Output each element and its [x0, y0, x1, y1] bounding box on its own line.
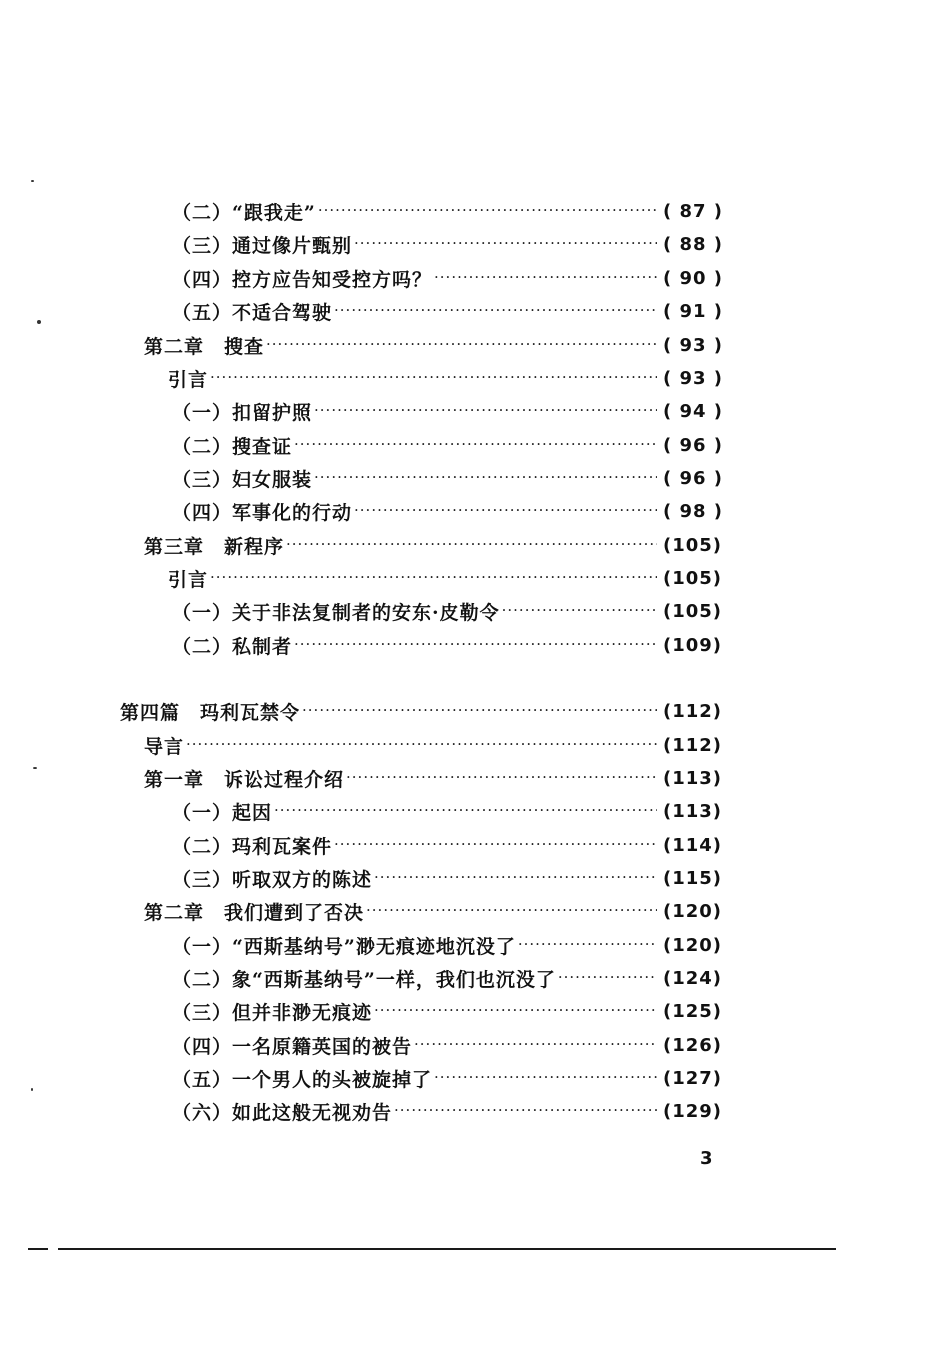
- toc-entry-page: ( 93 ): [663, 367, 724, 389]
- scan-speck: [31, 1088, 33, 1091]
- toc-entry: [144, 763, 725, 793]
- toc-entry-title: （五）一个男人的头被旋掉了: [172, 1068, 433, 1091]
- toc-entry-page: (120): [663, 900, 723, 922]
- toc-entry-title: 第一章 诉讼过程介绍: [144, 768, 345, 791]
- toc-entry-page: (125): [663, 1000, 723, 1022]
- toc-entry-title: 引言: [168, 368, 209, 391]
- toc-entry-page: ( 96 ): [663, 467, 724, 489]
- toc-entry: [144, 730, 725, 760]
- toc-entry-title: （二）搜查证: [172, 435, 293, 458]
- toc-entry-title: 引言: [168, 568, 209, 591]
- toc-entry-page: (113): [663, 800, 723, 822]
- toc-dot-leader: [414, 1030, 657, 1060]
- toc-dot-leader: [518, 930, 657, 960]
- toc-entry: [172, 796, 725, 826]
- toc-entry-page: ( 96 ): [663, 434, 724, 456]
- toc-entry: [120, 696, 725, 726]
- toc-dot-leader: [354, 496, 657, 526]
- toc-entry-title: （四）军事化的行动: [172, 501, 353, 524]
- toc-entry: [172, 496, 725, 526]
- toc-entry-page: (112): [663, 734, 723, 756]
- toc-entry-page: ( 88 ): [663, 233, 724, 255]
- toc-entry: [172, 1096, 725, 1126]
- toc-entry: [172, 963, 725, 993]
- toc-entry: [172, 1030, 725, 1060]
- toc-entry: [172, 630, 725, 660]
- toc-entry: [172, 996, 725, 1026]
- toc-entry-title: （三）妇女服装: [172, 468, 313, 491]
- toc-dot-leader: [502, 596, 657, 626]
- toc-entry-title: 第二章 搜查: [144, 335, 265, 358]
- toc-entry: [172, 229, 725, 259]
- toc-entry: [172, 296, 725, 326]
- toc-entry: [172, 830, 725, 860]
- toc-entry-page: ( 98 ): [663, 500, 724, 522]
- toc-dot-leader: [266, 330, 657, 360]
- toc-entry-page: (126): [663, 1034, 723, 1056]
- toc-dot-leader: [394, 1096, 657, 1126]
- toc-dot-leader: [334, 296, 657, 326]
- toc-entry: [172, 463, 725, 493]
- toc-entry-page: ( 94 ): [663, 400, 724, 422]
- toc-dot-leader: [314, 463, 657, 493]
- toc-entry: [172, 196, 725, 226]
- toc-entry-title: （一）关于非法复制者的安东·皮勒令: [172, 601, 500, 624]
- toc-entry-title: （四）控方应告知受控方吗？: [172, 268, 433, 291]
- toc-entry-page: (115): [663, 867, 723, 889]
- toc-dot-leader: [374, 863, 657, 893]
- toc-entry-title: （六）如此这般无视劝告: [172, 1101, 393, 1124]
- toc-entry-title: （一）扣留护照: [172, 401, 313, 424]
- toc-dot-leader: [210, 563, 657, 593]
- scan-speck: [33, 767, 37, 769]
- toc-entry-title: 第三章 新程序: [144, 535, 285, 558]
- toc-entry-title: （二）象“西斯基纳号”一样，我们也沉没了: [172, 968, 556, 991]
- toc-entry-title: （一）起因: [172, 801, 273, 824]
- toc-entry-title: （四）一名原籍英国的被告: [172, 1035, 413, 1058]
- toc-entry: [172, 930, 725, 960]
- toc-entry-page: ( 90 ): [663, 267, 724, 289]
- toc-entry-title: 第二章 我们遭到了否决: [144, 901, 365, 924]
- toc-entry: [172, 596, 725, 626]
- toc-entry-page: (120): [663, 934, 723, 956]
- toc-entry-page: (105): [663, 534, 723, 556]
- toc-dot-leader: [274, 796, 657, 826]
- toc-entry-page: (109): [663, 634, 723, 656]
- toc-entry: [168, 363, 725, 393]
- toc-dot-leader: [354, 229, 657, 259]
- toc-entry: [172, 863, 725, 893]
- toc-dot-leader: [366, 896, 657, 926]
- toc-dot-leader: [302, 696, 657, 726]
- toc-entry-title: （三）听取双方的陈述: [172, 868, 373, 891]
- bottom-rule: [28, 1248, 48, 1250]
- toc-entry-title: （二）私制者: [172, 635, 293, 658]
- toc-dot-leader: [186, 730, 657, 760]
- toc-entry-page: (127): [663, 1067, 723, 1089]
- toc-dot-leader: [434, 263, 657, 293]
- toc-entry-title: 导言: [144, 735, 185, 758]
- toc-entry: [144, 896, 725, 926]
- toc-entry-page: (105): [663, 567, 723, 589]
- toc-entry-page: (114): [663, 834, 723, 856]
- toc-entry-page: (112): [663, 700, 723, 722]
- bottom-rule-main: [58, 1248, 836, 1250]
- toc-entry-title: （二）“跟我走”: [172, 201, 316, 224]
- toc-dot-leader: [210, 363, 657, 393]
- toc-entry-title: （一）“西斯基纳号”渺无痕迹地沉没了: [172, 935, 516, 958]
- toc-entry-page: ( 91 ): [663, 300, 724, 322]
- toc-entry-page: (105): [663, 600, 723, 622]
- toc-dot-leader: [334, 830, 657, 860]
- toc-entry: [172, 1063, 725, 1093]
- toc-entry: [172, 430, 725, 460]
- toc-entry: [168, 563, 725, 593]
- toc-entry-title: （五）不适合驾驶: [172, 301, 333, 324]
- toc-entry-page: (113): [663, 767, 723, 789]
- scan-speck: [31, 180, 34, 182]
- scan-speck: [37, 320, 41, 324]
- toc-entry-page: ( 93 ): [663, 334, 724, 356]
- toc-entry-page: ( 87 ): [663, 200, 724, 222]
- toc-dot-leader: [318, 196, 657, 226]
- toc-dot-leader: [374, 996, 657, 1026]
- toc-entry-title: 第四篇 玛利瓦禁令: [120, 701, 301, 724]
- toc-entry: [144, 330, 725, 360]
- toc-dot-leader: [314, 396, 657, 426]
- toc-dot-leader: [286, 530, 657, 560]
- toc-dot-leader: [434, 1063, 657, 1093]
- toc-entry-page: (129): [663, 1100, 723, 1122]
- toc-entry-title: （三）通过像片甄别: [172, 234, 353, 257]
- toc-entry: [144, 530, 725, 560]
- toc-entry-title: （二）玛利瓦案件: [172, 835, 333, 858]
- page-number: 3: [700, 1148, 713, 1169]
- toc-dot-leader: [294, 630, 657, 660]
- toc-entry-page: (124): [663, 967, 723, 989]
- toc-dot-leader: [294, 430, 657, 460]
- toc-entry: [172, 263, 725, 293]
- toc-entry-title: （三）但并非渺无痕迹: [172, 1001, 373, 1024]
- toc-dot-leader: [558, 963, 657, 993]
- toc-entry: [172, 396, 725, 426]
- toc-dot-leader: [346, 763, 657, 793]
